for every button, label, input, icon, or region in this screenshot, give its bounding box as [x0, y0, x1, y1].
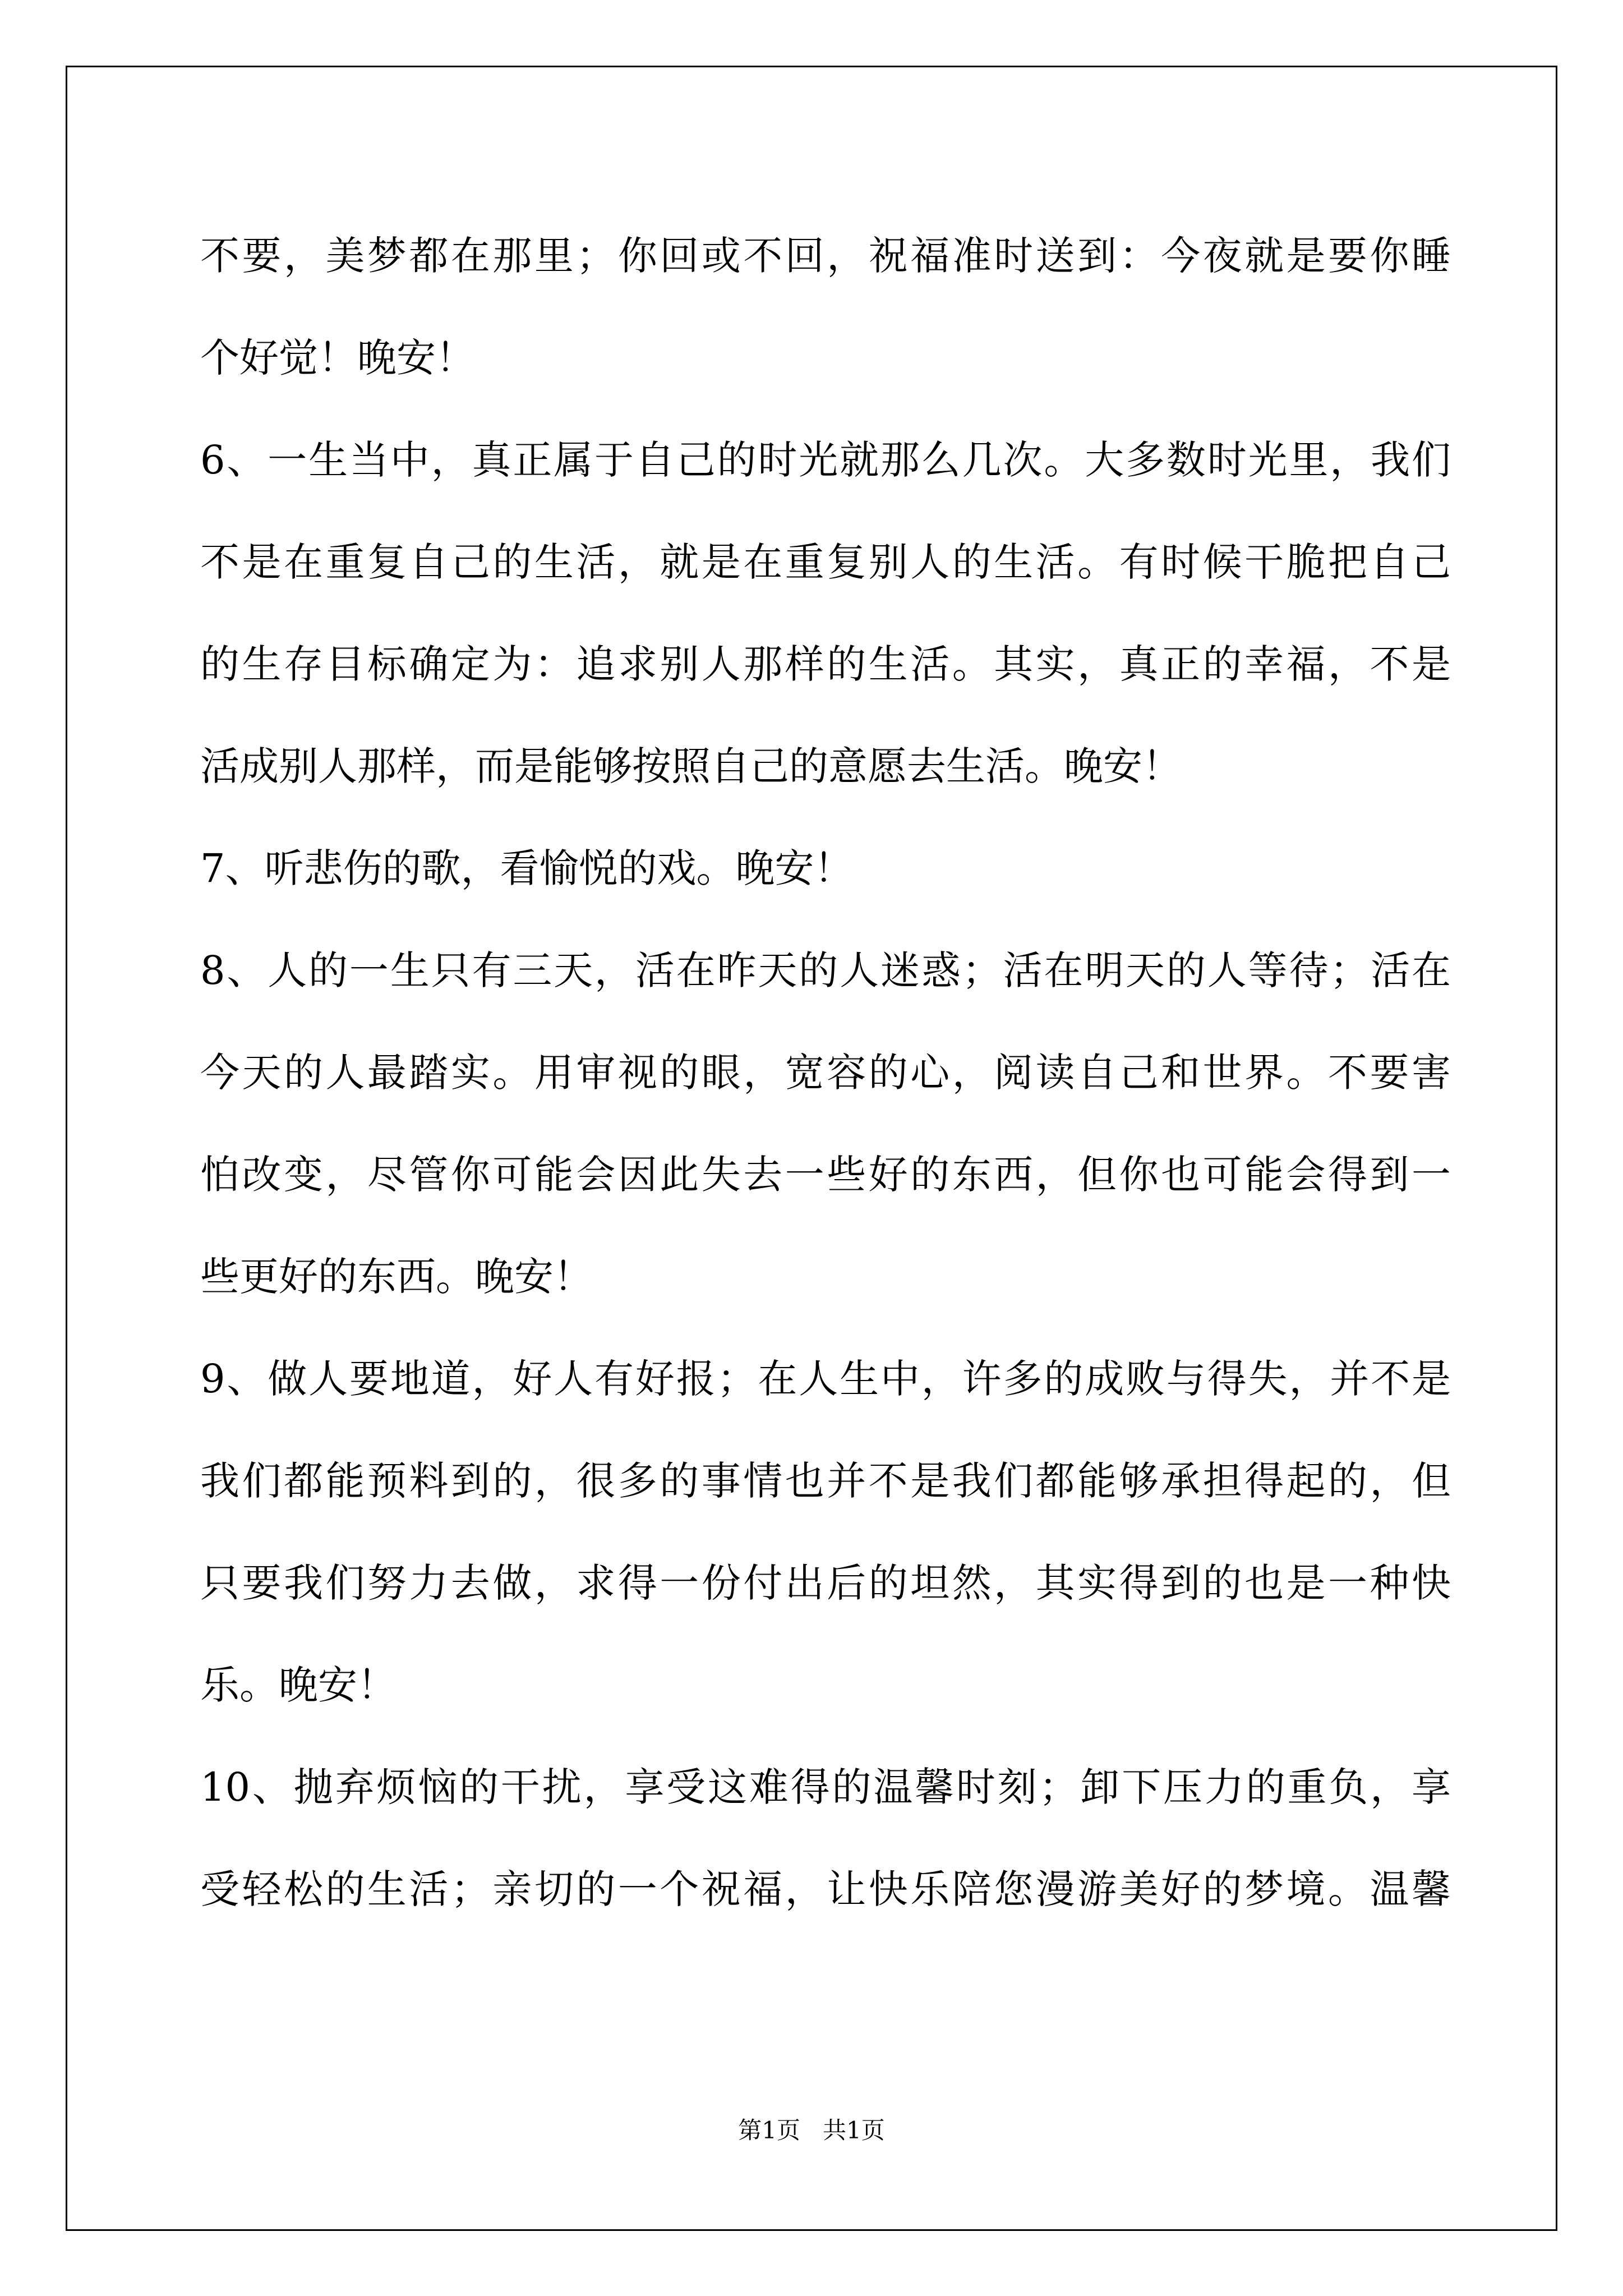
text-line: 些更好的东西。晚安！: [200, 1254, 593, 1300]
text-line: 7、听悲伤的歌，看愉悦的戏。晚安！: [200, 845, 854, 891]
text-line: 不要，美梦都在那里；你回或不回，祝福准时送到：今夜就是要你睡: [200, 233, 1451, 279]
text-line: 不是在重复自己的生活，就是在重复别人的生活。有时候干脆把自己: [200, 539, 1451, 585]
text-line: 活成别人那样，而是能够按照自己的意愿去生活。晚安！: [200, 743, 1182, 789]
text-line: 10、抛弃烦恼的干扰，享受这难得的温馨时刻；卸下压力的重负，享: [200, 1764, 1451, 1810]
text-line: 8、人的一生只有三天，活在昨天的人迷惑；活在明天的人等待；活在: [200, 947, 1451, 993]
text-line: 6、一生当中，真正属于自己的时光就那么几次。大多数时光里，我们: [200, 437, 1451, 483]
text-line: 只要我们努力去做，求得一份付出后的坦然，其实得到的也是一种快: [200, 1560, 1451, 1606]
page-number-footer: 第1页 共1页: [738, 2116, 885, 2144]
text-line: 今天的人最踏实。用审视的眼，宽容的心，阅读自己和世界。不要害: [200, 1050, 1451, 1096]
text-line: 的生存目标确定为：追求别人那样的生活。其实，真正的幸福，不是: [200, 641, 1451, 687]
document-body: [200, 205, 1451, 1940]
text-line: 我们都能预料到的，很多的事情也并不是我们都能够承担得起的，但: [200, 1458, 1451, 1504]
text-line: 怕改变，尽管你可能会因此失去一些好的东西，但你也可能会得到一: [200, 1152, 1451, 1198]
text-line: 个好觉！晚安！: [200, 335, 475, 381]
text-line: 受轻松的生活；亲切的一个祝福，让快乐陪您漫游美好的梦境。温馨: [200, 1866, 1451, 1912]
text-line: 乐。晚安！: [200, 1662, 396, 1708]
text-line: 9、做人要地道，好人有好报；在人生中，许多的成败与得失，并不是: [200, 1356, 1451, 1402]
